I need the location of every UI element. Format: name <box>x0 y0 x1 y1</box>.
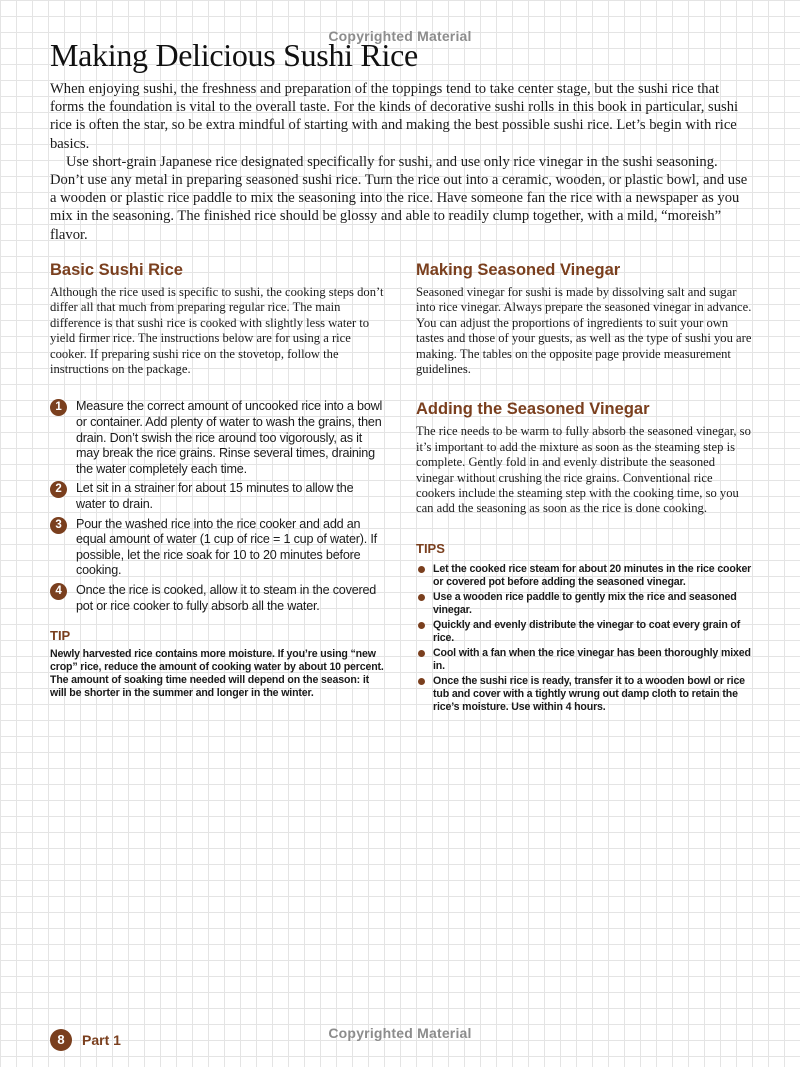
bullet-icon <box>418 622 425 629</box>
making-seasoned-vinegar-body: Seasoned vinegar for sushi is made by dissolving salt and sugar into rice vinegar. Always prepare the seasoned vinegar in advance. You can adjust the proportions of ingredients to suit your own tastes and those of your guests, as well as the type of sushi you are making. The tables on the opposite page provide measurement guidelines. <box>416 285 752 377</box>
intro-paragraph-1: When enjoying sushi, the freshness and preparation of the toppings tend to take center stage, but the sushi rice that forms the foundation is vital to the overall taste. For the kinds of decorative sushi rolls in this book in particular, sushi rice is often the star, so be extra mindful of starting with and making the best possible sushi rice. Let’s begin with rice basics. <box>50 81 739 152</box>
tips-box <box>416 541 752 714</box>
tips-list-item <box>416 647 752 673</box>
part-label: Part 1 <box>82 1032 121 1048</box>
bullet-icon <box>418 650 425 657</box>
page-footer <box>50 1029 121 1051</box>
copyright-watermark-bottom: Copyrighted Material <box>328 1025 472 1041</box>
tips-list-item <box>416 591 752 617</box>
tips-list <box>416 563 752 714</box>
tips-list-item <box>416 563 752 589</box>
intro-section <box>50 80 750 244</box>
left-column <box>50 260 386 699</box>
tip-heading: TIP <box>50 628 71 644</box>
step-item <box>50 399 386 477</box>
step-number-badge: 2 <box>50 481 67 498</box>
adding-seasoned-vinegar-heading: Adding the Seasoned Vinegar <box>416 400 650 419</box>
step-text: Measure the correct amount of uncooked rice into a bowl or container. Add plenty of water to wash the grains, then drain. Don’t swish the rice around too vigorously, as it may break the rice grains. Rinse several times, draining the water completely each time. <box>76 399 383 476</box>
bullet-icon <box>418 678 425 685</box>
copyright-watermark-top: Copyrighted Material <box>328 28 472 44</box>
tips-list-item <box>416 675 752 713</box>
tip-item-text: Let the cooked rice steam for about 20 minutes in the rice cooker or covered pot before adding the seasoned vinegar. <box>433 562 752 588</box>
tip-text: Newly harvested rice contains more moisture. If you’re using “new crop” rice, reduce the amount of cooking water by about 10 percent. The amount of soaking time needed will depend on the season: it will be shorter in the summer and longer in the winter. <box>50 648 384 699</box>
tip-item-text: Cool with a fan when the rice vinegar has been thoroughly mixed in. <box>433 647 751 672</box>
steps-list <box>50 399 386 614</box>
step-number-badge: 1 <box>50 399 67 416</box>
page-number-badge: 8 <box>50 1029 72 1051</box>
making-seasoned-vinegar-heading: Making Seasoned Vinegar <box>416 261 621 279</box>
right-column <box>416 260 752 716</box>
tip-item-text: Quickly and evenly distribute the vinegar to coat every grain of rice. <box>433 619 741 644</box>
bullet-icon <box>418 594 425 601</box>
step-text: Once the rice is cooked, allow it to steam in the covered pot or rice cooker to fully absorb all the water. <box>76 582 377 613</box>
tips-heading: TIPS <box>416 540 445 556</box>
tip-item-text: Once the sushi rice is ready, transfer it to a wooden bowl or rice tub and cover with a tightly wrung out damp cloth to retain the rice’s moisture. Use within 4 hours. <box>433 675 745 713</box>
tips-list-item <box>416 619 752 645</box>
adding-seasoned-vinegar-body: The rice needs to be warm to fully absorb the seasoned vinegar, so it’s important to add the mixture as soon as the steaming step is complete. Gently fold in and evenly distribute the seasoned vinegar without crushing the rice grains. Conventional rice cookers include the steaming step with the cooking time, so you can add the seasoning as soon as the rice is done cooking. <box>416 424 751 516</box>
step-item <box>50 583 386 614</box>
tip-box <box>50 628 386 699</box>
tip-item-text: Use a wooden rice paddle to gently mix the rice and seasoned vinegar. <box>433 590 737 616</box>
bullet-icon <box>418 566 425 573</box>
step-number-badge: 3 <box>50 517 67 534</box>
step-text: Let sit in a strainer for about 15 minutes to allow the water to drain. <box>76 481 354 511</box>
step-item <box>50 517 386 579</box>
step-number-badge: 4 <box>50 583 67 600</box>
page-title: Making Delicious Sushi Rice <box>50 37 418 73</box>
step-item <box>50 481 386 512</box>
basic-sushi-rice-body: Although the rice used is specific to sushi, the cooking steps don’t differ all that much from preparing regular rice. The main difference is that sushi rice is cooked with slightly less water to yield firmer rice. The instructions below are for using a rice cooker. If preparing sushi rice on the stovetop, follow the instructions on the package. <box>50 285 384 377</box>
basic-sushi-rice-heading: Basic Sushi Rice <box>50 261 183 279</box>
step-text: Pour the washed rice into the rice cooker and add an equal amount of water (1 cup of rice = 1 cup of water). If possible, let the rice soak for 10 to 20 minutes before cooking. <box>76 516 377 578</box>
intro-paragraph-2: Use short-grain Japanese rice designated specifically for sushi, and use only rice vinegar in the sushi seasoning. Don’t use any metal in preparing seasoned sushi rice. Turn the rice out into a ceramic, wooden, or plastic bowl, and use a wooden or plastic rice paddle to mix the seasoning into the rice. Have someone fan the rice with a newspaper as you mix in the seasoning. The finished rice should be glossy and able to readily clump together, with a mild, “moreish” flavor. <box>50 153 748 243</box>
